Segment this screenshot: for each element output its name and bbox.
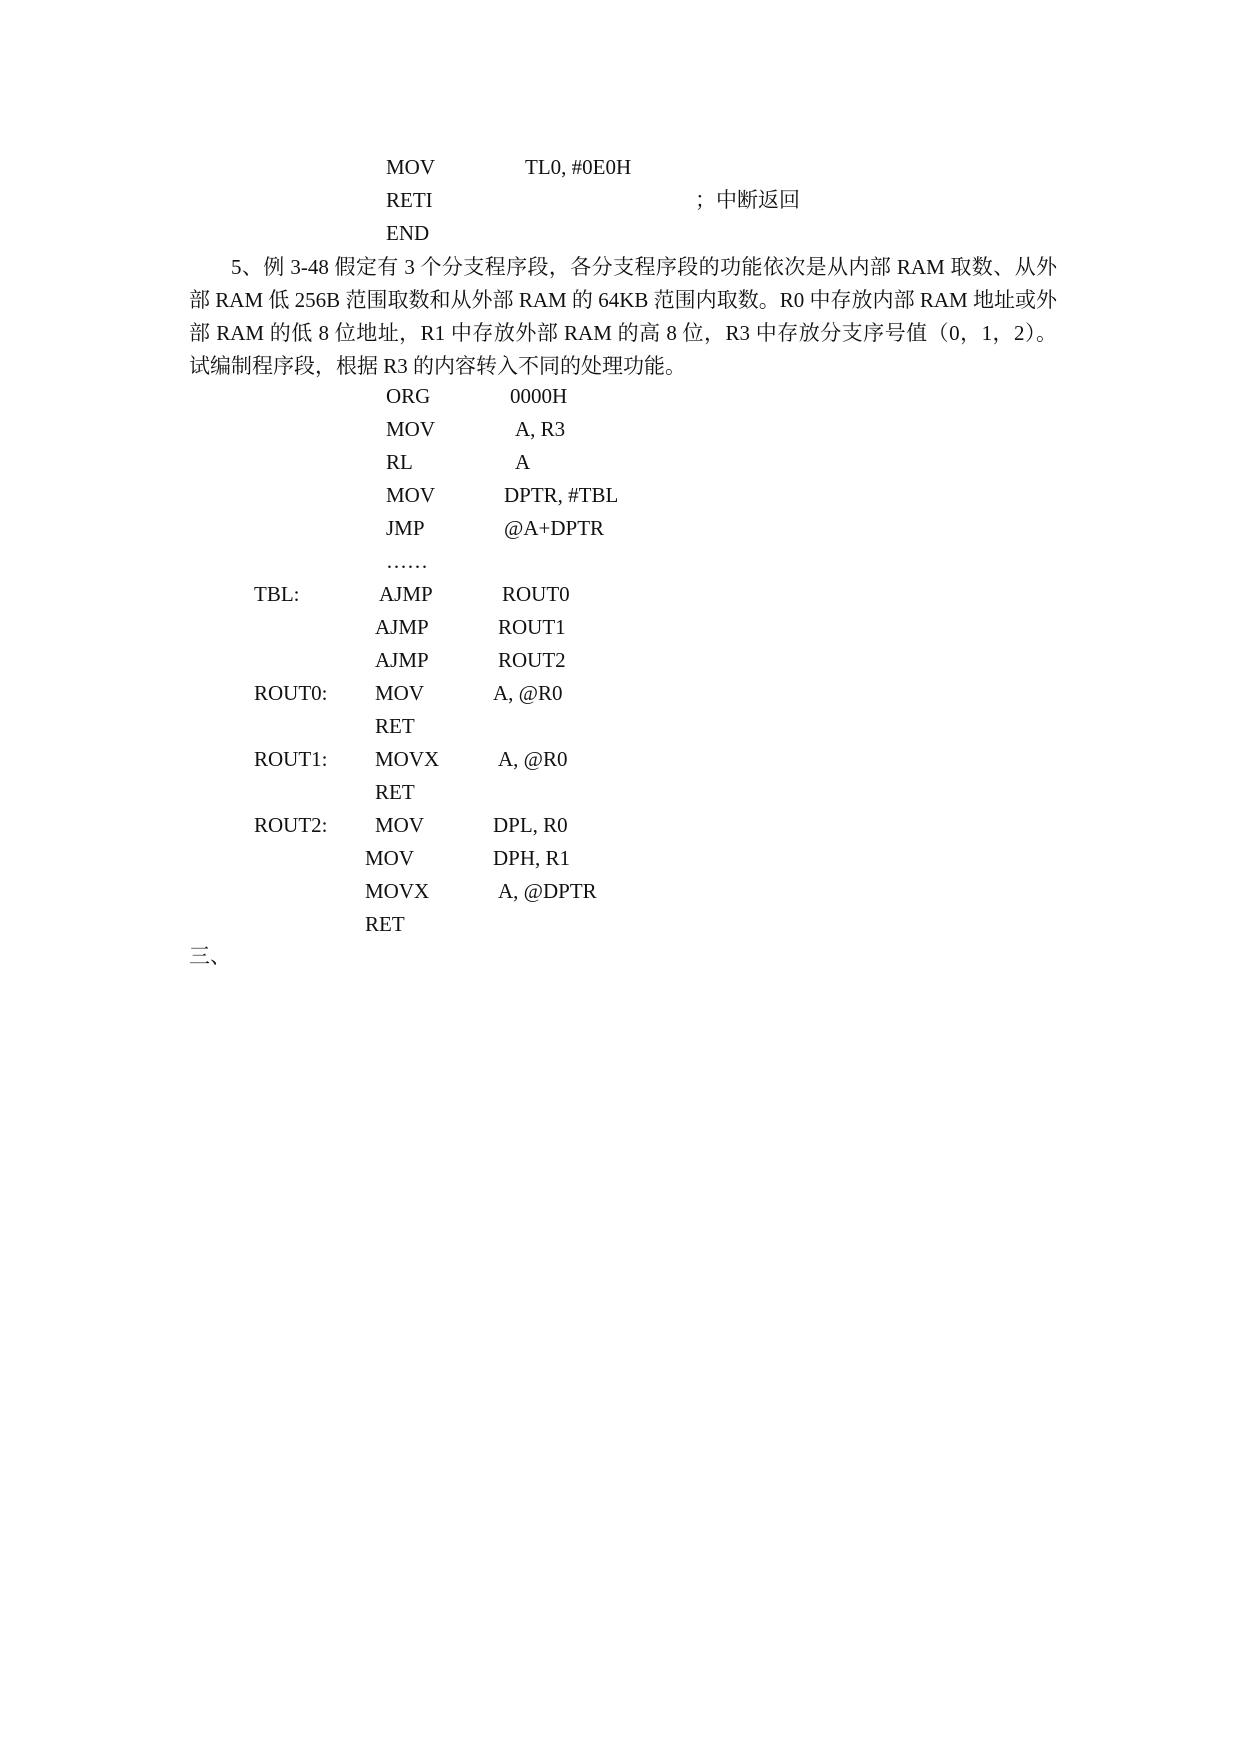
code-op: AJMP [375, 615, 429, 639]
code-arg: TL0, #0E0H [525, 155, 632, 179]
code-op: MOV [386, 483, 436, 507]
code-op: END [386, 221, 430, 245]
code-arg: DPH, R1 [493, 846, 571, 870]
code-op: RETI [386, 188, 433, 212]
code-label: ROUT1: [254, 747, 328, 771]
code-op: MOV [375, 681, 425, 705]
code-arg: ROUT0 [502, 582, 570, 606]
code-label: ROUT0: [254, 681, 328, 705]
code-op: MOV [386, 155, 436, 179]
code-op: MOVX [365, 879, 430, 903]
code-op: MOVX [375, 747, 440, 771]
code-op: RL [386, 450, 413, 474]
code-arg: A, @R0 [493, 681, 563, 705]
code-op: ORG [386, 384, 431, 408]
code-arg: DPL, R0 [493, 813, 568, 837]
code-arg: A [515, 450, 531, 474]
code-arg: ROUT1 [498, 615, 566, 639]
section-mark: 三、 [189, 944, 231, 968]
code-op: JMP [386, 516, 425, 540]
code-arg: DPTR, #TBL [504, 483, 619, 507]
code-arg: A, R3 [515, 417, 566, 441]
code-op: MOV [386, 417, 436, 441]
code-comment: ；中断返回 [695, 188, 800, 212]
code-ellipsis: …… [386, 549, 428, 573]
code-op: MOV [365, 846, 415, 870]
code-op: RET [375, 714, 415, 738]
code-arg: ROUT2 [498, 648, 566, 672]
code-op: RET [365, 912, 405, 936]
code-op: RET [375, 780, 415, 804]
code-op: AJMP [375, 648, 429, 672]
code-label: TBL: [254, 582, 300, 606]
question-paragraph: 5、例 3-48 假定有 3 个分支程序段，各分支程序段的功能依次是从内部 RAM 取数、从外部 RAM 低 256B 范围取数和从外部 RAM 的 64KB 范围内取数。R0 中存放内部 RAM 地址或外部 RAM 的低 8 位地址，R1 中存放外部 RAM 的高 8 位，R3 中存放分支序号值（0，1，2）。试编制程序段，根据 R3 的内容转入不同的处理功能。 [189, 255, 1057, 378]
code-arg: 0000H [510, 384, 568, 408]
code-op: MOV [375, 813, 425, 837]
code-op: AJMP [379, 582, 433, 606]
code-arg: A, @DPTR [498, 879, 597, 903]
code-label: ROUT2: [254, 813, 328, 837]
code-arg: A, @R0 [498, 747, 568, 771]
code-arg: @A+DPTR [504, 516, 605, 540]
